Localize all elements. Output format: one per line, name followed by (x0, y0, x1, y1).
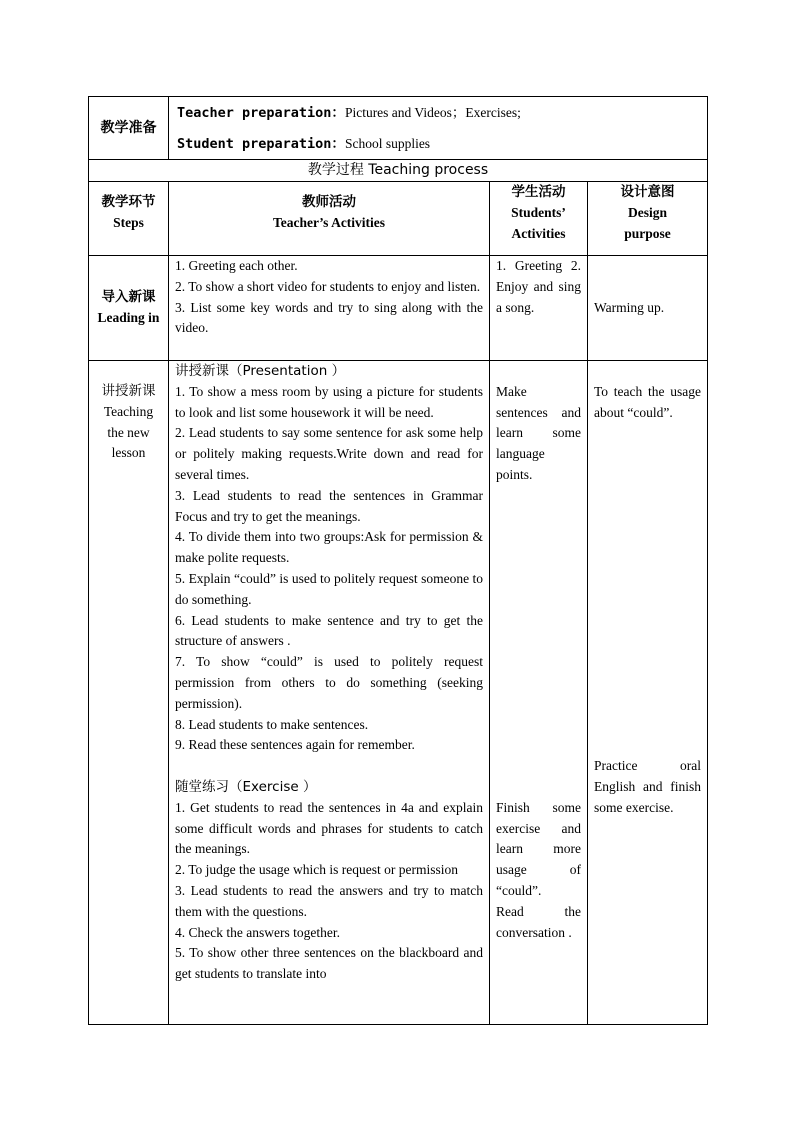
exercise-item: 5. To show other three sentences on the blackboard and get students to translate into (175, 945, 483, 982)
header-students-en-2: Activities (511, 225, 566, 241)
process-title-row (89, 160, 708, 182)
students-activity-2: Finish some exercise and learn more usage of “could”. (496, 799, 581, 898)
spacer (175, 756, 483, 777)
teacher-preparation (177, 97, 701, 128)
header-students-cn: 学生活动 (511, 184, 566, 200)
presentation-title: 讲授新课（Presentation ） (175, 363, 346, 379)
row-new-lesson (89, 361, 708, 1025)
exercise-item: 4. Check the answers together. (175, 924, 340, 940)
spacer (496, 486, 581, 798)
process-title: 教学过程 Teaching process (307, 162, 489, 178)
preparation-label: 教学准备 (89, 97, 169, 160)
step-leading-in-en: Leading in (97, 310, 160, 325)
presentation-item: 8. Lead students to make sentences. (175, 716, 369, 732)
header-teacher (169, 182, 490, 256)
teacher-activities-leading-in (169, 256, 490, 361)
teacher-preparation-value: Pictures and Videos；Exercises; (344, 105, 521, 120)
lesson-plan-table (88, 96, 708, 1025)
exercise-title: 随堂练习（Exercise ） (175, 778, 317, 795)
design-purpose-1: To teach the usage about “could”. (594, 383, 702, 420)
spacer (594, 423, 701, 756)
header-teacher-cn: 教师活动 (302, 194, 356, 210)
header-design-cn: 设计意图 (620, 184, 675, 200)
teacher-preparation-label: Teacher preparation： (177, 105, 345, 121)
header-students (490, 182, 588, 256)
presentation-item: 4. To divide them into two groups:Ask for permission & make polite requests. (175, 529, 483, 566)
row-leading-in (89, 256, 708, 361)
header-row (89, 182, 708, 256)
teacher-activities-new-lesson (169, 361, 490, 1025)
design-purpose-leading-in: Warming up. (588, 256, 708, 361)
preparation-row (89, 97, 708, 160)
preparation-content (169, 97, 708, 160)
exercise-item: 2. To judge the usage which is request or permission (175, 862, 459, 878)
lesson-plan-page (88, 96, 707, 1025)
exercise-item: 3. Lead students to read the answers and try to match them with the questions. (175, 882, 483, 919)
student-preparation (177, 128, 701, 159)
students-activity-1: Make sentences and learn some language points. (496, 383, 581, 482)
header-steps (89, 182, 169, 256)
spacer (594, 361, 701, 382)
presentation-item: 3. Lead students to read the sentences in Grammar Focus and try to get the meanings. (175, 487, 483, 524)
header-teacher-en: Teacher’s Activities (272, 214, 386, 230)
teacher-activity-item: 2. To show a short video for students to enjoy and listen. (175, 278, 481, 294)
spacer (496, 361, 581, 382)
design-purpose-new-lesson (588, 361, 708, 1025)
step-new-lesson-cn: 讲授新课 (101, 383, 156, 399)
step-leading-in-cn: 导入新课 (101, 289, 156, 306)
presentation-item: 9. Read these sentences again for remember. (175, 737, 415, 753)
students-activities-leading-in: 1. Greeting 2. Enjoy and sing a song. (490, 256, 588, 361)
design-purpose-2: Practice oral English and finish some exercise. (594, 758, 702, 815)
student-preparation-label: Student preparation： (177, 136, 345, 152)
student-preparation-value: School supplies (344, 136, 431, 151)
teacher-activity-item: 1. Greeting each other. (175, 258, 298, 273)
presentation-item: 6. Lead students to make sentence and try to get the structure of answers . (175, 612, 483, 649)
presentation-item: 1. To show a mess room by using a picture for students to look and list some housework it will be need. (175, 383, 483, 420)
presentation-item: 7. To show “could” is used to politely request permission from others to do something (seeking permission). (175, 654, 483, 711)
header-design (588, 182, 708, 256)
header-design-en-1: Design (628, 204, 668, 220)
teacher-activity-item: 3. List some key words and try to sing along with the video. (175, 299, 483, 336)
header-steps-en: Steps (113, 214, 144, 230)
header-steps-cn: 教学环节 (101, 194, 156, 210)
step-leading-in (89, 256, 169, 361)
presentation-item: 2. Lead students to say some sentence for ask some help or politely making requests.Write down and read for several times. (175, 425, 483, 482)
students-activity-3: Read the conversation . (496, 903, 581, 940)
step-new-lesson-en: Teaching the new lesson (103, 403, 154, 461)
presentation-item: 5. Explain “could” is used to politely request someone to do something. (175, 570, 483, 607)
header-students-en-1: Students’ (511, 204, 566, 220)
exercise-item: 1. Get students to read the sentences in 4a and explain some difficult words and phrases for students to catch the meanings. (175, 799, 483, 857)
header-design-en-2: purpose (624, 225, 671, 241)
step-new-lesson (89, 361, 169, 1025)
students-activities-new-lesson (490, 361, 588, 1025)
